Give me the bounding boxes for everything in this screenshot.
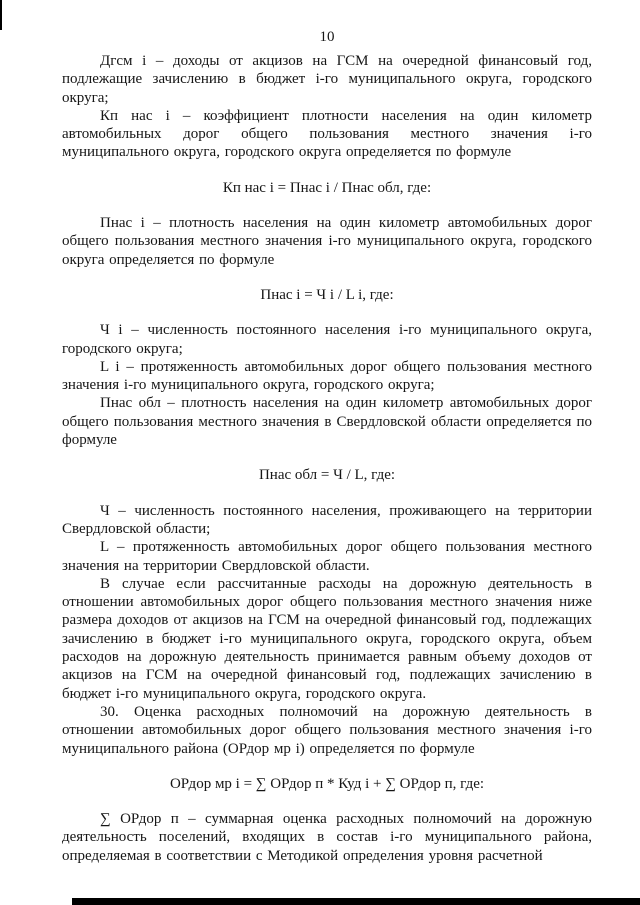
page-number: 10 bbox=[319, 29, 335, 45]
formula-pnas-i: Пнас i = Ч i / L i, где: bbox=[260, 286, 394, 303]
para-l-definition: L – протяженность автомобильных дорог общего пользования местного значения на территории Свердловской области. bbox=[62, 539, 592, 574]
para-ch-definition: Ч – численность постоянного населения, проживающего на территории Свердловской области; bbox=[62, 502, 592, 537]
scan-artifact-top-left bbox=[0, 0, 2, 30]
para-l-i-definition: L i – протяженность автомобильных дорог общего пользования местного значения i-го муниципального округа, городского округа; bbox=[62, 358, 592, 394]
para-pnas-obl-definition: Пнас обл – плотность населения на один километр автомобильных дорог общего пользования местного значения в Свердловской области определяется по формуле bbox=[62, 395, 592, 449]
scan-artifact-bottom-bar bbox=[72, 898, 640, 905]
para-sum-ordor-definition: ∑ ОРдор п – суммарная оценка расходных полномочий на дорожную деятельность поселений, входящих в состав i-го муниципального района, определяемая в соответствии с Методикой определения уровня расчетной bbox=[62, 811, 592, 864]
formula-pnas-obl: Пнас обл = Ч / L, где: bbox=[258, 467, 396, 484]
para-item-30: 30. Оценка расходных полномочий на дорожную деятельность в отношении автомобильных дорог общего пользования местного значения i-го муниципального района (ОРдор мр i) определяется по формуле bbox=[62, 703, 592, 757]
para-ch-i-definition: Ч i – численность постоянного населения i-го муниципального округа, городского округа; bbox=[62, 322, 592, 357]
formula-ordor-mr: ОРдор мр i = ∑ ОРдор п * Куд i + ∑ ОРдор п, где: bbox=[169, 775, 485, 792]
para-kp-nas-definition: Кп нас i – коэффициент плотности населения на один километр автомобильных дорог общего пользования местного значения i-го муниципального округа, городского округа определяется по формуле bbox=[62, 107, 592, 161]
formula-kp-nas: Кп нас i = Пнас i / Пнас обл, где: bbox=[222, 179, 432, 196]
para-pnas-i-definition: Пнас i – плотность населения на один километр автомобильных дорог общего пользования местного значения i-го муниципального округа, городского округа определяется по формуле bbox=[62, 215, 592, 268]
para-dgsm-definition: Дгсм i – доходы от акцизов на ГСМ на очередной финансовый год, подлежащие зачислению в бюджет i-го муниципального округа, городского округа; bbox=[62, 53, 592, 106]
para-case-condition: В случае если рассчитанные расходы на дорожную деятельность в отношении автомобильных дорог общего пользования местного значения ниже размера доходов от акцизов на ГСМ на очередной финансовый год, подлежащих зачислению в бюджет i-го муниципального округа, городского округа, объем расходов на дорожную деятельность принимается равным объему доходов от акцизов на ГСМ на очередной финансовый год, подлежащих зачислению в бюджет i-го муниципального округа, городского округа. bbox=[62, 575, 592, 702]
